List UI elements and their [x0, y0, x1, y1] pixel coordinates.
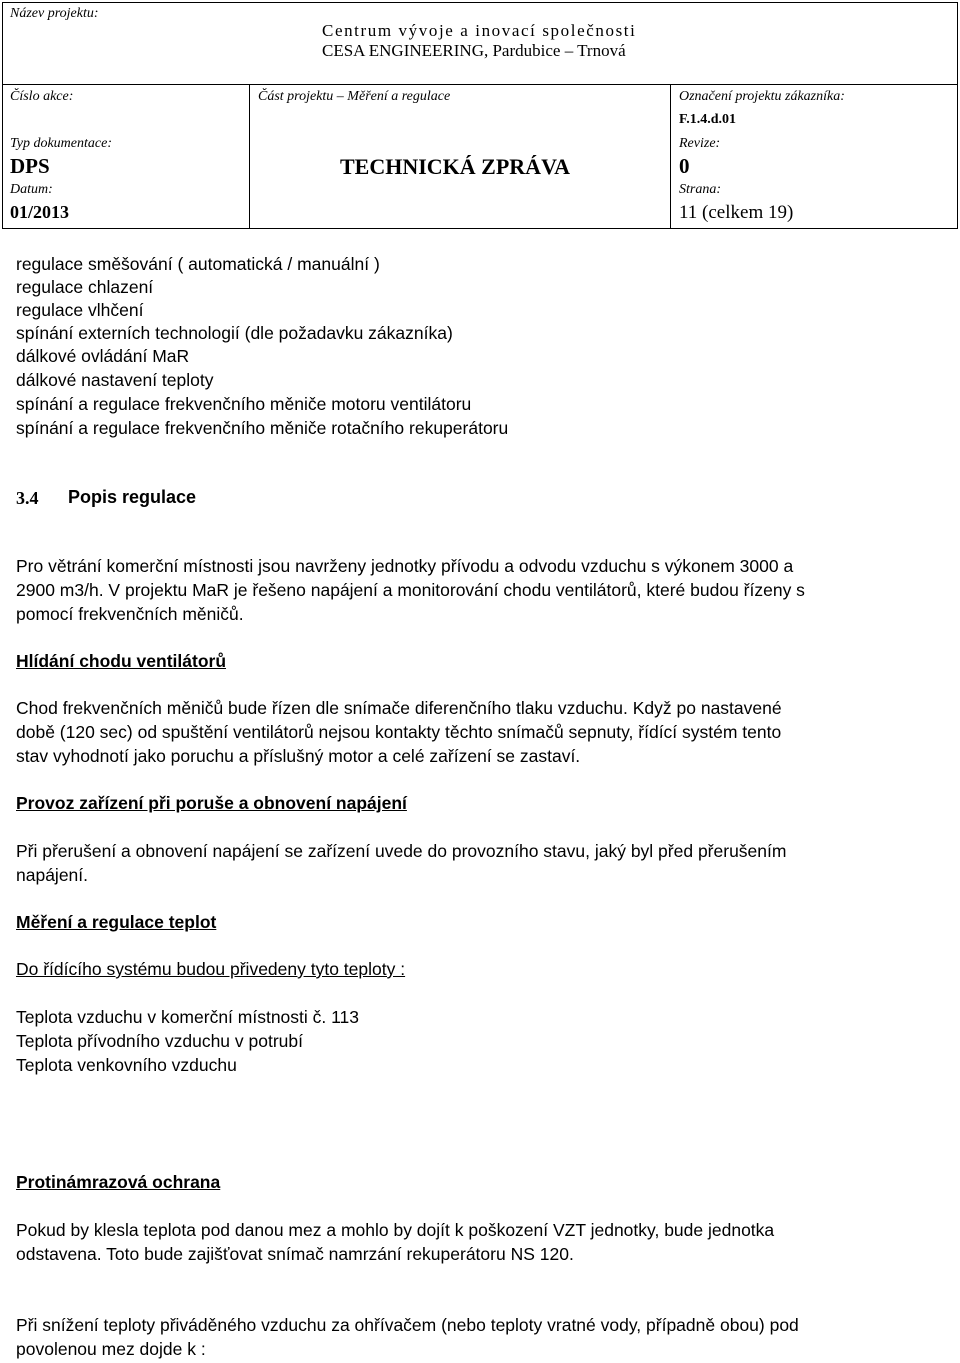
list-item: dálkové nastavení teploty	[16, 370, 214, 390]
action-number-label: Číslo akce:	[10, 89, 74, 104]
temperature-heading: Měření a regulace teplot	[16, 912, 217, 932]
frame-row-divider	[2, 84, 958, 85]
page-label: Strana:	[679, 182, 721, 197]
list-item: spínání a regulace frekvenčního měniče motoru ventilátoru	[16, 394, 472, 414]
date-value: 01/2013	[10, 202, 70, 222]
customer-designation-value: F.1.4.d.01	[679, 112, 737, 127]
project-part-label: Část projektu – Měření a regulace	[258, 89, 451, 104]
customer-designation-label: Označení projektu zákazníka:	[679, 89, 845, 104]
paragraph-line: napájení.	[16, 865, 89, 885]
paragraph-line: povolenou mez dojde k :	[16, 1339, 206, 1359]
doc-type-label: Typ dokumentace:	[10, 136, 112, 151]
fan-monitoring-heading: Hlídání chodu ventilátorů	[16, 651, 227, 671]
page-value: 11 (celkem 19)	[679, 202, 794, 223]
paragraph-line: Při přerušení a obnovení napájení se zařízení uvede do provozního stavu, jaký byl před přerušením	[16, 841, 787, 861]
paragraph-line: 2900 m3/h. V projektu MaR je řešeno napájení a monitorování chodu ventilátorů, které budou řízeny s	[16, 580, 805, 600]
frame-col-divider-2	[670, 84, 671, 229]
project-title-line1: Centrum vývoje a inovací společnosti	[322, 21, 637, 40]
paragraph-line: Chod frekvenčních měničů bude řízen dle snímače diferenčního tlaku vzduchu. Když po nastavené	[16, 698, 782, 718]
frame-bottom	[2, 228, 958, 229]
project-title-line2: CESA ENGINEERING, Pardubice – Trnová	[322, 41, 626, 60]
list-item: regulace chlazení	[16, 277, 154, 297]
temperature-subheading: Do řídícího systému budou přivedeny tyto teploty :	[16, 959, 406, 979]
frame-col-divider-1	[249, 84, 250, 229]
project-name-label: Název projektu:	[10, 6, 99, 21]
list-item: spínání externích technologií (dle požadavku zákazníka)	[16, 323, 453, 343]
frame-right	[957, 2, 958, 229]
list-item: Teplota venkovního vzduchu	[16, 1055, 237, 1075]
doc-type-value: DPS	[10, 154, 50, 178]
date-label: Datum:	[10, 182, 53, 197]
paragraph-line: pomocí frekvenčních měničů.	[16, 604, 244, 624]
revision-label: Revize:	[679, 136, 721, 151]
list-item: Teplota přívodního vzduchu v potrubí	[16, 1031, 303, 1051]
list-item: Teplota vzduchu v komerční místnosti č. 113	[16, 1007, 360, 1027]
section-number: 3.4	[16, 488, 39, 508]
doc-title: TECHNICKÁ ZPRÁVA	[340, 154, 571, 179]
paragraph-line: odstavena. Toto bude zajišťovat snímač namrzání rekuperátoru NS 120.	[16, 1244, 574, 1264]
frame-left	[2, 2, 3, 229]
list-item: regulace směšování ( automatická / manuální )	[16, 254, 380, 274]
list-item: regulace vlhčení	[16, 300, 144, 320]
paragraph-line: době (120 sec) od spuštění ventilátorů nejsou kontakty těchto snímačů sepnuty, řídící systém tento	[16, 722, 782, 742]
paragraph-line: Při snížení teploty přiváděného vzduchu za ohřívačem (nebo teploty vratné vody, případně obou) pod	[16, 1315, 799, 1335]
revision-value: 0	[679, 154, 690, 178]
frost-protection-heading: Protinámrazová ochrana	[16, 1172, 221, 1192]
list-item: spínání a regulace frekvenčního měniče rotačního rekuperátoru	[16, 418, 509, 438]
section-title: Popis regulace	[68, 487, 197, 507]
frame-top	[2, 2, 958, 3]
paragraph-line: Pro větrání komerční místnosti jsou navrženy jednotky přívodu a odvodu vzduchu s výkonem 3000 a	[16, 556, 794, 576]
fault-operation-heading: Provoz zařízení při poruše a obnovení napájení	[16, 793, 407, 813]
paragraph-line: stav vyhodnotí jako poruchu a příslušný motor a celé zařízení se zastaví.	[16, 746, 581, 766]
list-item: dálkové ovládání MaR	[16, 346, 190, 366]
paragraph-line: Pokud by klesla teplota pod danou mez a mohlo by dojít k poškození VZT jednotky, bude jednotka	[16, 1220, 775, 1240]
